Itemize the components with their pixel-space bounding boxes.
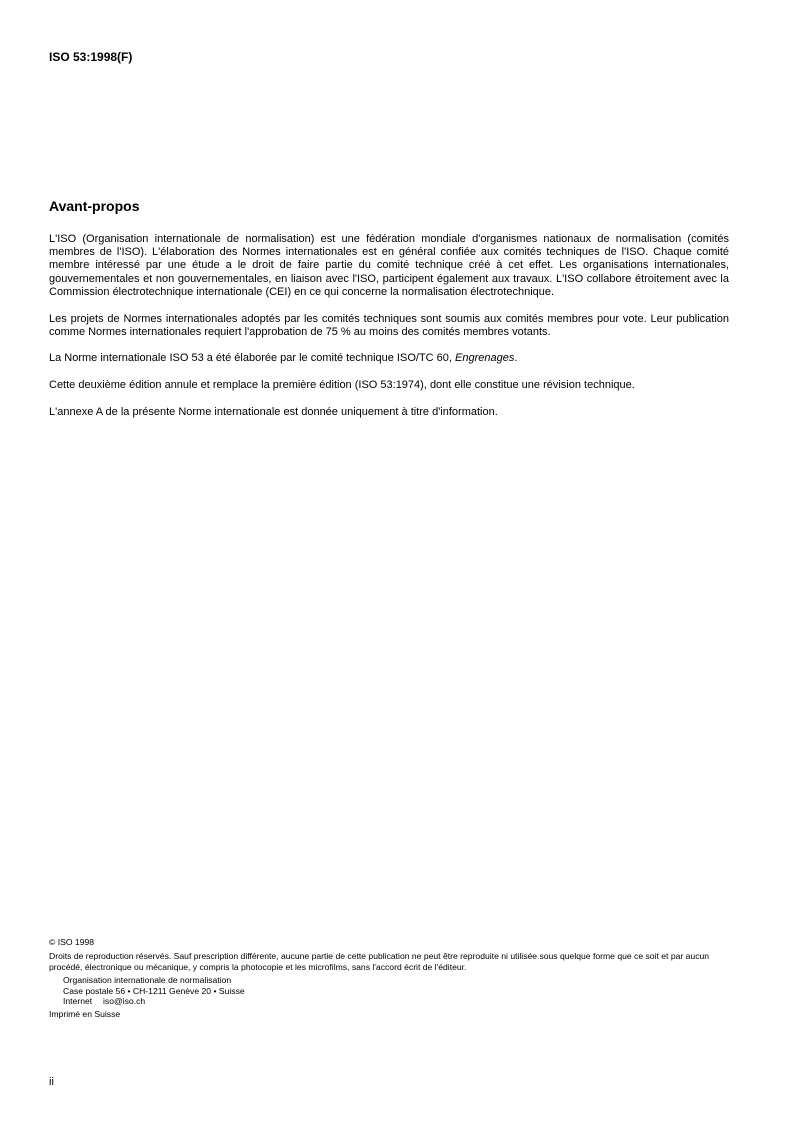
foreword-paragraph-5: L'annexe A de la présente Norme internationale est donnée uniquement à titre d'information. — [49, 405, 498, 418]
organisation-name: Organisation internationale de normalisation — [63, 975, 232, 985]
copyright-line: © ISO 1998 — [49, 937, 95, 947]
document-id: ISO 53:1998(F) — [49, 50, 133, 64]
internet-line — [63, 996, 739, 1007]
printed-in: Imprimé en Suisse — [49, 1008, 121, 1019]
committee-title: Engrenages — [455, 352, 515, 365]
foreword-body — [49, 233, 729, 419]
rights-notice: Droits de reproduction réservés. Sauf prescription différente, aucune partie de cette publication ne peut être reproduite ni utilisée sous quelque forme que ce soit et par aucun procédé, électronique ou mécanique, y compris la photocopie et les microfilms, sans l'accord écrit de l'éditeur. — [49, 951, 710, 972]
publisher-address — [49, 975, 739, 1007]
foreword-paragraph-4: Cette deuxième édition annule et remplace la première édition (ISO 53:1974), dont elle constitue une révision technique. — [49, 379, 635, 392]
paragraph-3-text: La Norme internationale ISO 53 a été élaborée par le comité technique ISO/TC 60, — [49, 352, 456, 365]
foreword-paragraph-2: Les projets de Normes internationales adoptés par les comités techniques sont soumis aux comités membres pour vote. Leur publication comme Normes internationales requiert l'approbation de 75 % au moins des comités membres votants. — [49, 312, 729, 338]
postal-address: Case postale 56 • CH-1211 Genève 20 • Suisse — [63, 985, 245, 996]
paragraph-3-end: . — [514, 352, 518, 365]
page-number: ii — [49, 1076, 54, 1088]
foreword-paragraph-1: L'ISO (Organisation internationale de normalisation) est une fédération mondiale d'organismes nationaux de normalisation (comités membres de l'ISO). L'élaboration des Normes internationales est en général confiée aux comités techniques de l'ISO. Chaque comité membre intéressé par une étude a le droit de faire partie du comité technique créé à cet effet. Les organisations internationales, gouvernementales et non gouvernementales, en liaison avec l'ISO, participent également aux travaux. L'ISO collabore étroitement avec la Commission électrotechnique internationale (CEI) en ce qui concerne la normalisation électrotechnique. — [49, 233, 729, 298]
foreword-paragraph-3 — [49, 352, 729, 365]
email-address: iso@iso.ch — [103, 996, 146, 1006]
internet-label: Internet — [63, 996, 93, 1006]
section-title: Avant-propos — [49, 198, 140, 214]
copyright-footer — [49, 937, 739, 1020]
